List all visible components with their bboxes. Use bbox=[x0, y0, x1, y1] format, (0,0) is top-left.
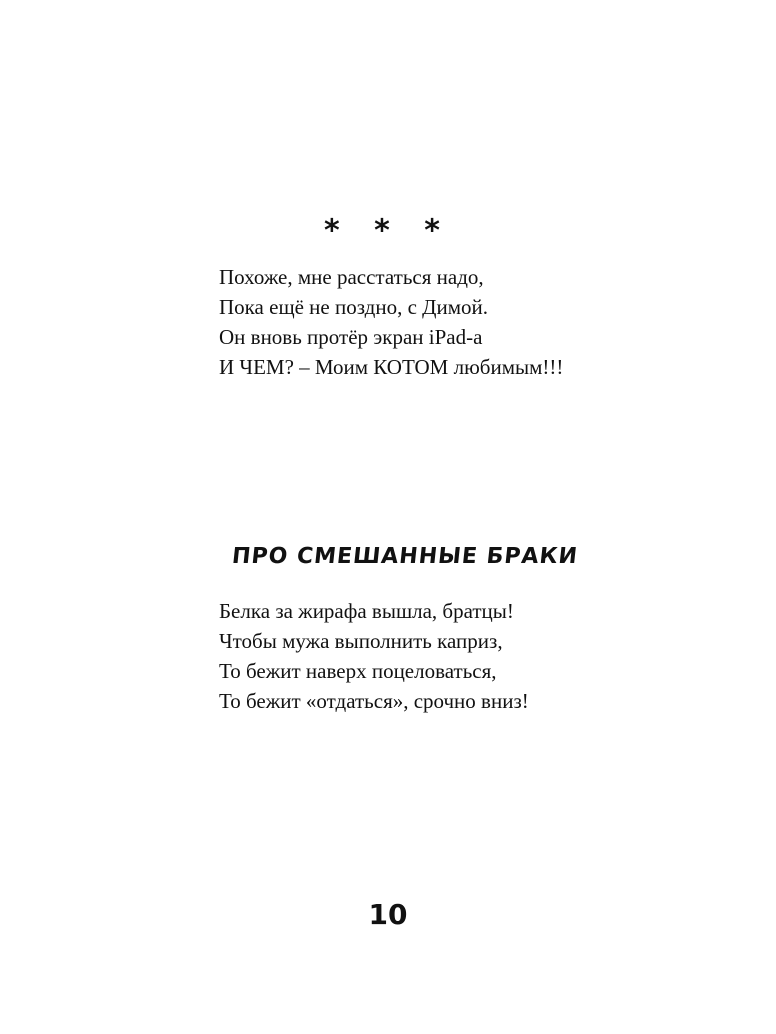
poem-line: Белка за жирафа вышла, братцы! bbox=[219, 599, 514, 623]
poem-line: Чтобы мужа выполнить каприз, bbox=[219, 629, 503, 653]
poem-line: Пока ещё не поздно, с Димой. bbox=[219, 295, 488, 319]
poem-verse bbox=[219, 262, 563, 382]
section-title: ПРО СМЕШАННЫЕ БРАКИ bbox=[230, 544, 580, 569]
poem-line: То бежит наверх поцеловаться, bbox=[219, 659, 497, 683]
page-number: 10 bbox=[368, 898, 408, 931]
section-separator: ⁎ ⁎ ⁎ bbox=[324, 205, 452, 240]
poem-line: Похоже, мне расстаться надо, bbox=[219, 265, 484, 289]
poem-line: То бежит «отдаться», срочно вниз! bbox=[219, 689, 529, 713]
poem-verse bbox=[219, 596, 529, 716]
poem-line: И ЧЕМ? – Моим КОТОМ любимым!!! bbox=[219, 355, 564, 379]
poem-line: Он вновь протёр экран iPad-а bbox=[219, 325, 483, 349]
